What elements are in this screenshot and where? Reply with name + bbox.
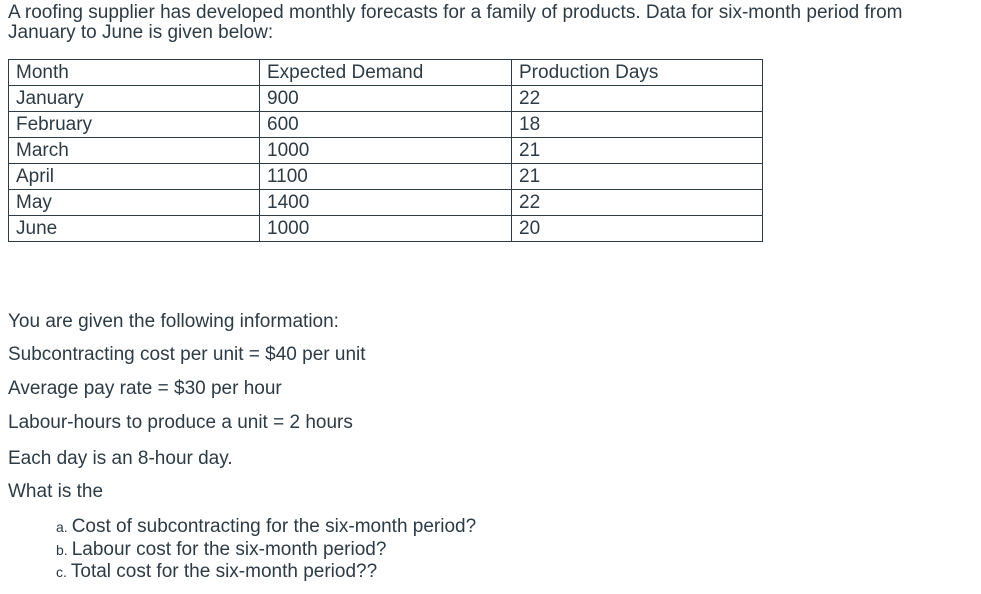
cell-days: 22 xyxy=(512,86,763,112)
cell-month: April xyxy=(9,164,260,190)
info-day-length: Each day is an 8-hour day. xyxy=(8,448,233,469)
table-row xyxy=(9,138,763,164)
cell-month: May xyxy=(9,190,260,216)
cell-days: 22 xyxy=(512,190,763,216)
cell-month: March xyxy=(9,138,260,164)
cell-days: 18 xyxy=(512,112,763,138)
table-row xyxy=(9,216,763,242)
question-item xyxy=(56,561,476,584)
question-list xyxy=(56,516,476,584)
header-month: Month xyxy=(9,60,260,86)
intro-paragraph: A roofing supplier has developed monthly forecasts for a family of products. Data for six-month period from January to June is given below: xyxy=(8,2,903,43)
cell-days: 21 xyxy=(512,138,763,164)
info-pay-rate: Average pay rate = $30 per hour xyxy=(8,378,282,399)
cell-demand: 600 xyxy=(260,112,512,138)
cell-days: 21 xyxy=(512,164,763,190)
cell-month: January xyxy=(9,86,260,112)
table-row xyxy=(9,86,763,112)
question-item xyxy=(56,516,476,539)
question-marker: a. xyxy=(56,519,68,535)
cell-demand: 1000 xyxy=(260,138,512,164)
cell-month: June xyxy=(9,216,260,242)
info-labour-hours: Labour-hours to produce a unit = 2 hours xyxy=(8,412,353,433)
table-row xyxy=(9,190,763,216)
header-production-days: Production Days xyxy=(512,60,763,86)
question-marker: b. xyxy=(56,541,68,558)
question-item xyxy=(56,539,476,562)
table-row xyxy=(9,112,763,138)
cell-demand: 1400 xyxy=(260,190,512,216)
info-question-lead: What is the xyxy=(8,481,104,502)
question-marker: c. xyxy=(56,564,67,580)
header-expected-demand: Expected Demand xyxy=(260,60,512,86)
question-text: Cost of subcontracting for the six-month period? xyxy=(71,516,477,537)
cell-demand: 1000 xyxy=(260,216,512,242)
cell-demand: 900 xyxy=(260,86,512,112)
table-row xyxy=(9,164,763,190)
info-heading: You are given the following information: xyxy=(8,311,339,332)
cell-days: 20 xyxy=(512,216,763,242)
info-subcontracting-cost: Subcontracting cost per unit = $40 per unit xyxy=(8,344,366,365)
cell-month: February xyxy=(9,112,260,138)
question-text: Total cost for the six-month period?? xyxy=(70,561,378,582)
table-header-row xyxy=(9,60,763,86)
cell-demand: 1100 xyxy=(260,164,512,190)
forecast-table xyxy=(8,59,763,242)
question-text: Labour cost for the six-month period? xyxy=(71,538,387,560)
